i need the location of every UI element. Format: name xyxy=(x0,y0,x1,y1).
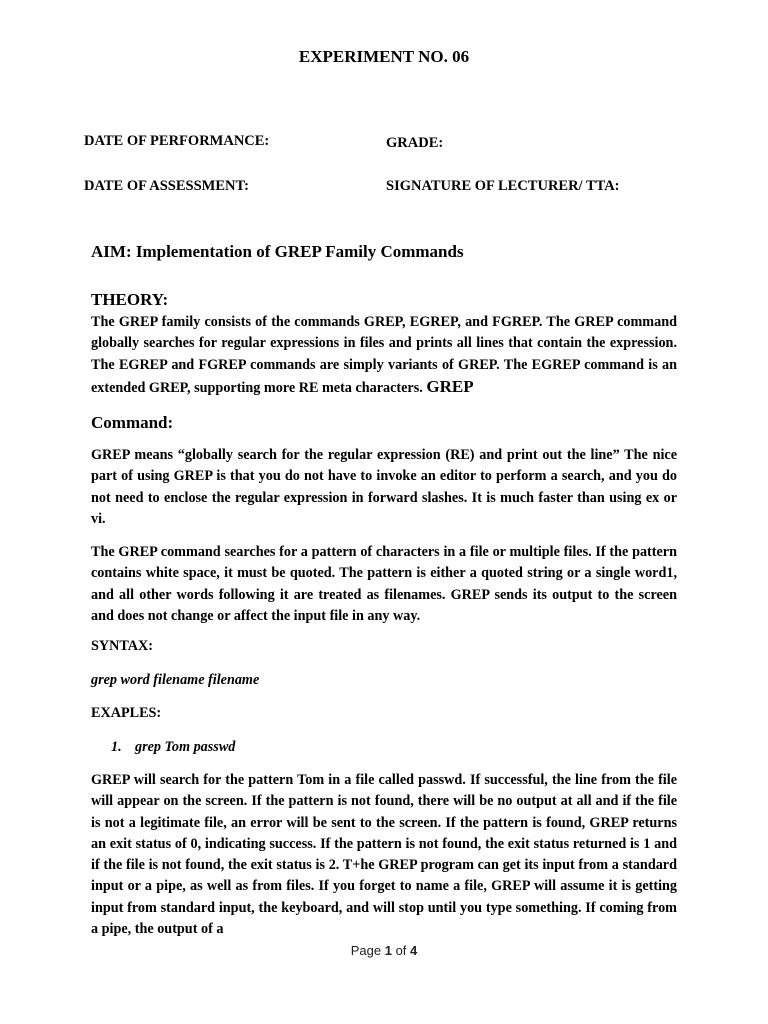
signature-label: SIGNATURE OF LECTURER/ TTA: xyxy=(386,178,620,194)
theory-text: The GREP family consists of the commands GREP, EGREP, and FGREP. The GREP command globally searches for regular expressions in files and prints all lines that contain the expression. The EGREP and FGREP commands are simply variants of GREP. The EGREP command is an extended GREP, supporting more RE meta characters. xyxy=(91,314,677,396)
footer-total-pages: 4 xyxy=(410,943,418,958)
grade-label: GRADE: xyxy=(386,135,444,151)
date-of-assessment-label: DATE OF ASSESSMENT: xyxy=(84,178,249,194)
examples-label: EXAPLES: xyxy=(91,705,162,721)
footer-current-page: 1 xyxy=(384,943,392,958)
date-of-performance-label: DATE OF PERFORMANCE: xyxy=(84,133,270,149)
syntax-value: grep word filename filename xyxy=(91,672,260,688)
command-paragraph-1: GREP means “globally search for the regular expression (RE) and print out the line” The nice part of using GREP is that you do not have to invoke an editor to perform a search, and you do not need to enclose the regular expression in forward slashes. It is much faster than using ex or vi. xyxy=(91,447,677,527)
example-number: 1. xyxy=(111,739,122,755)
syntax-label: SYNTAX: xyxy=(91,638,154,654)
theory-paragraph xyxy=(91,312,677,399)
examples-paragraph: GREP will search for the pattern Tom in a file called passwd. If successful, the line from the file will appear on the screen. If the pattern is not found, there will be no output at all and if the file is not a legitimate file, an error will be sent to the screen. If the pattern is found, GREP returns an exit status of 0, indicating success. If the pattern is not found, the exit status returned is 1 and if the file is not found, the exit status is 2. T+he GREP program can get its input from a standard input or a pipe, as well as from files. If you forget to name a file, GREP will assume it is getting input from standard input, the keyboard, and will stop until you type something. If coming from a pipe, the output of a xyxy=(91,772,677,938)
aim-heading: AIM: Implementation of GREP Family Commands xyxy=(91,242,464,261)
command-heading: Command: xyxy=(91,413,174,432)
footer-of-word: of xyxy=(395,943,407,958)
command-paragraph-2: The GREP command searches for a pattern of characters in a file or multiple files. If the pattern contains white space, it must be quoted. The pattern is either a quoted string or a single word1, and all other words following it are treated as filenames. GREP sends its output to the screen and does not change or affect the input file in any way. xyxy=(91,544,677,624)
page-footer xyxy=(0,943,768,958)
footer-page-word: Page xyxy=(350,943,382,958)
experiment-title: EXPERIMENT NO. 06 xyxy=(298,47,470,66)
example-item-1 xyxy=(111,739,235,756)
theory-trailing-word: GREP xyxy=(426,376,474,396)
example-command: grep Tom passwd xyxy=(135,739,236,755)
theory-heading: THEORY: xyxy=(91,290,169,309)
